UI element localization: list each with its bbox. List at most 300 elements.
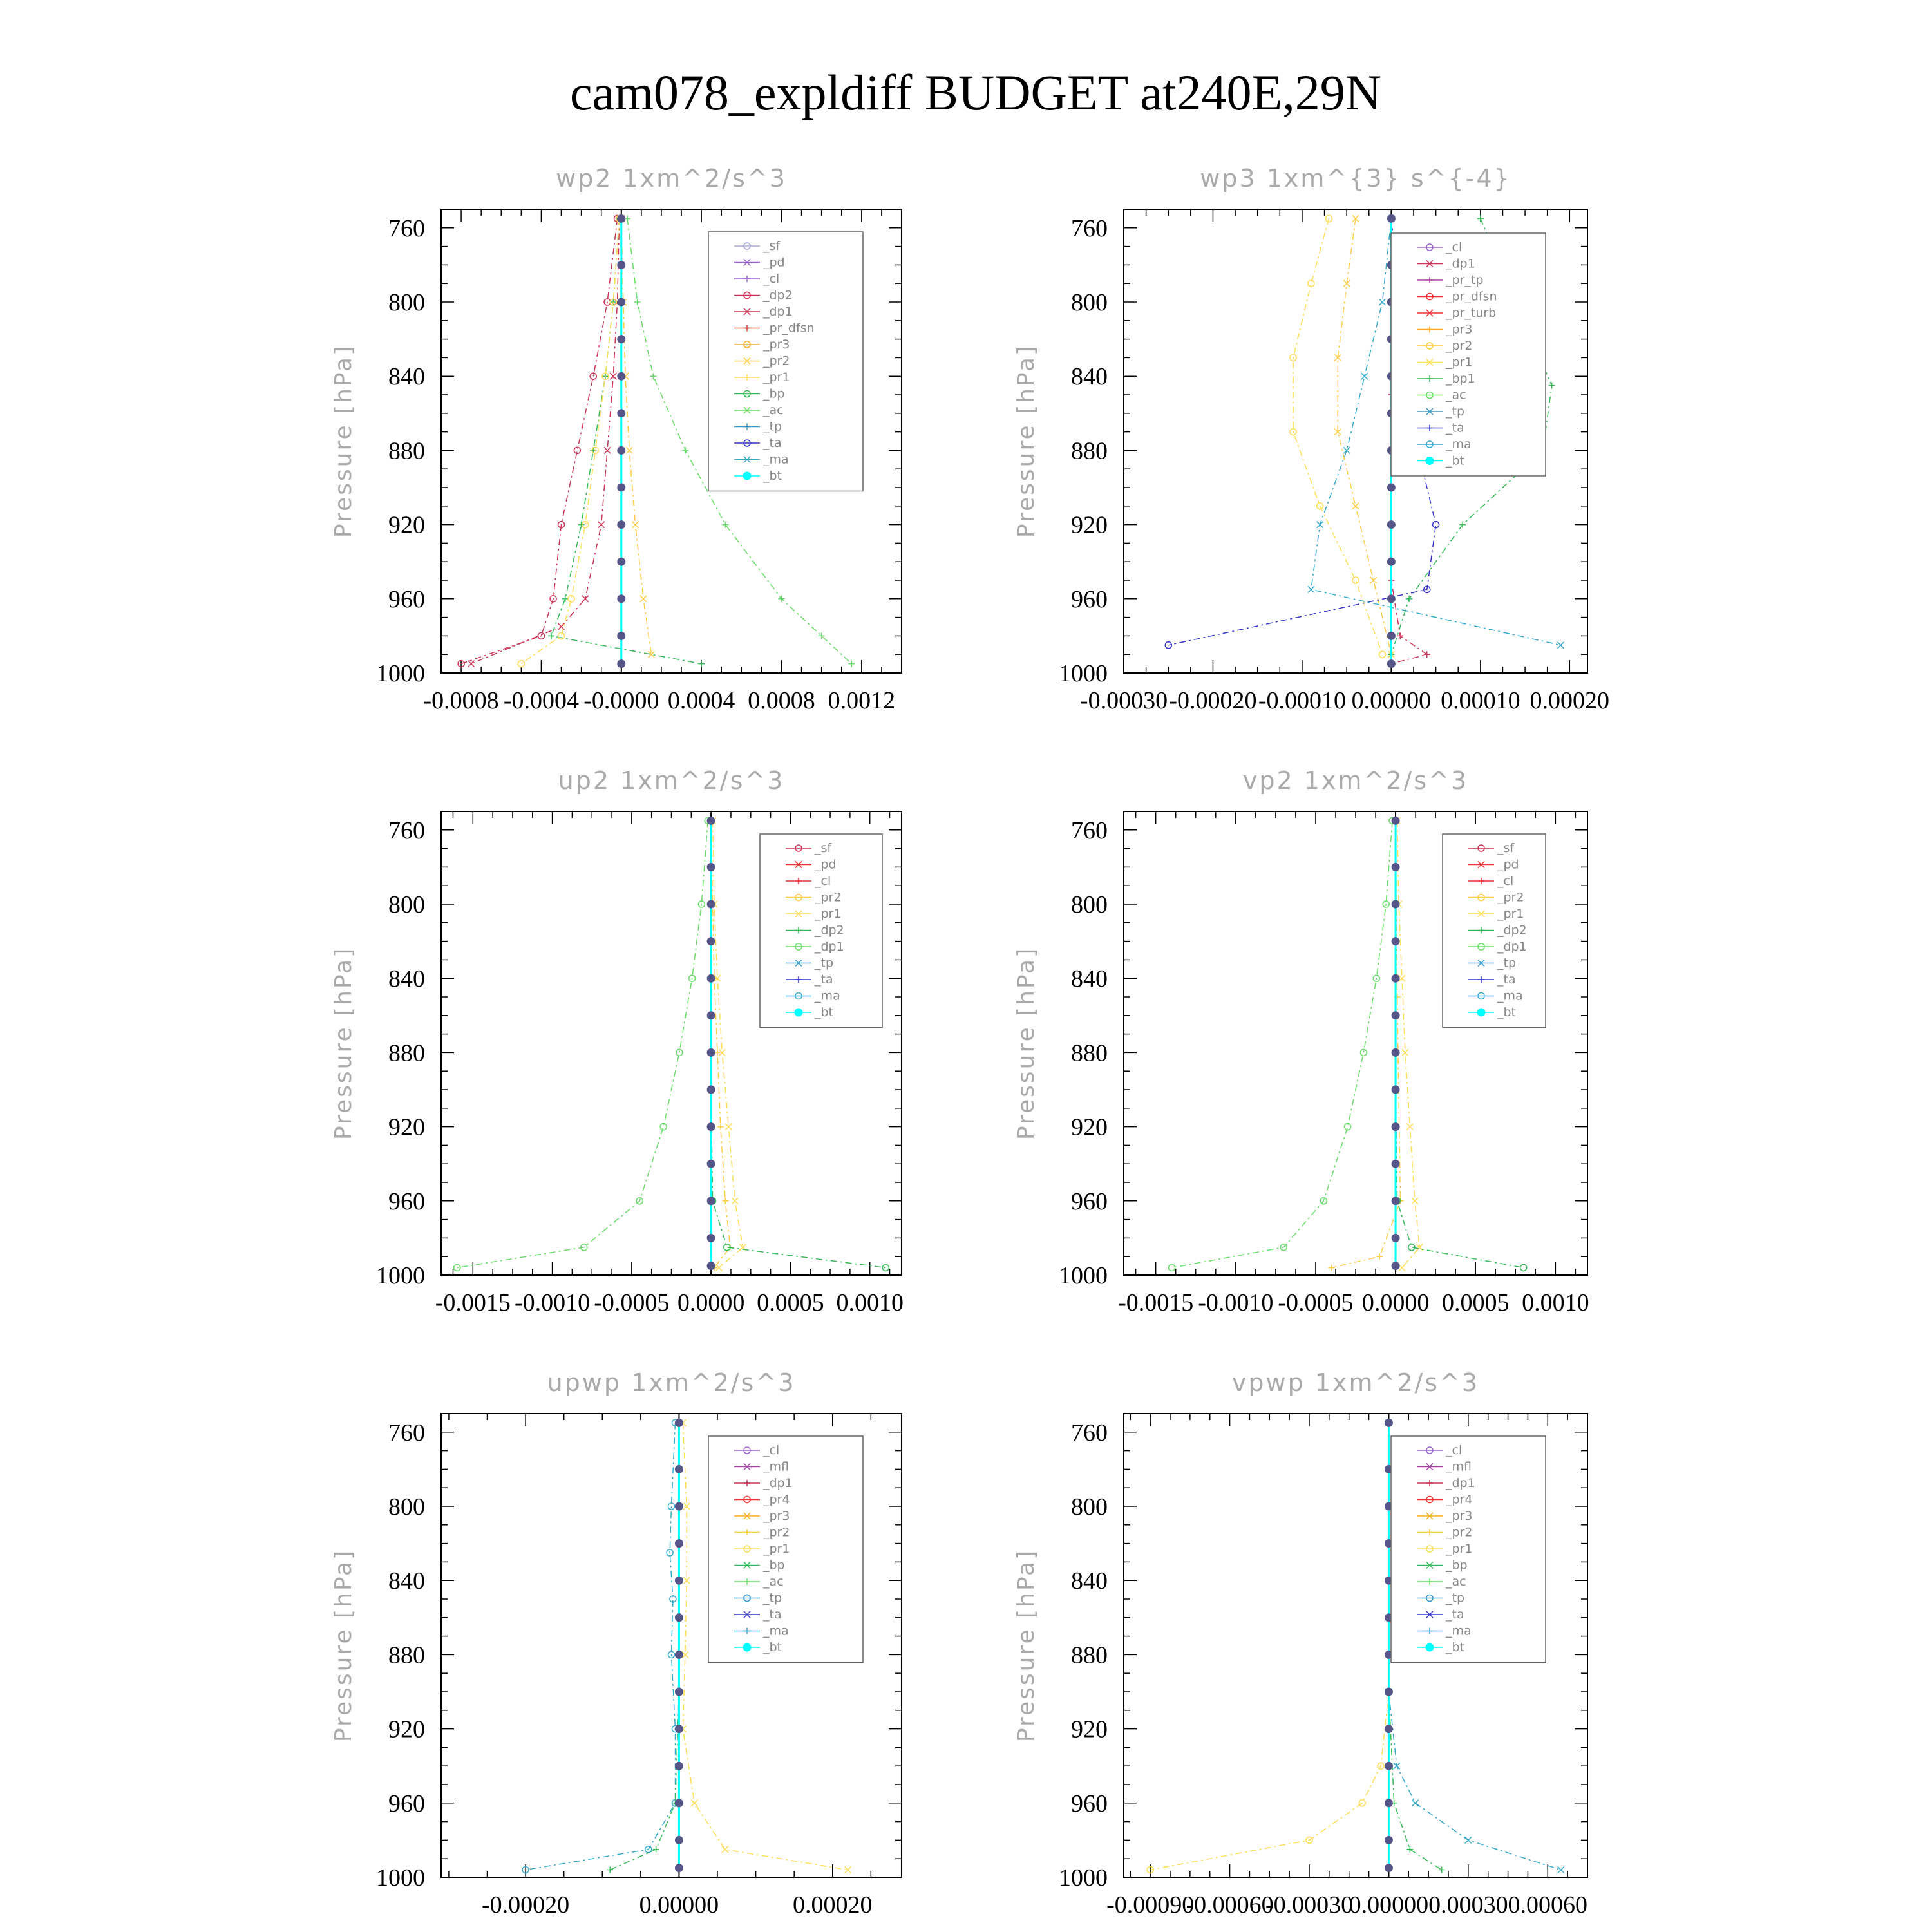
data-point (698, 661, 705, 667)
data-point (717, 1124, 724, 1130)
x-tick-label: 0.00000 (1349, 1891, 1429, 1918)
y-tick-label: 800 (388, 289, 425, 316)
data-point (707, 863, 715, 871)
legend-marker (1426, 1643, 1434, 1651)
panel-4 (1013, 766, 1589, 1316)
legend-entry: _ma (1446, 1624, 1472, 1638)
legend-entry: _tp (1446, 1591, 1465, 1605)
x-tick-label: -0.00020 (1169, 687, 1257, 714)
y-tick-label: 1000 (376, 1262, 425, 1289)
legend-entry: _cl (1446, 240, 1463, 254)
data-point (707, 1160, 715, 1168)
legend-marker (1477, 1009, 1485, 1016)
legend-entry: _pr1 (763, 370, 790, 384)
panel-title: vpwp 1xm^2/s^3 (1231, 1368, 1480, 1397)
data-point (1308, 586, 1314, 592)
legend-entry: _ta (763, 1607, 782, 1622)
x-tick-label: -0.0008 (423, 687, 499, 714)
y-tick-label: 960 (1071, 1790, 1108, 1817)
legend-entry: _dp2 (1497, 923, 1527, 938)
panel-5 (330, 1368, 902, 1918)
y-tick-label: 880 (388, 1642, 425, 1669)
x-tick-label: 0.0012 (828, 687, 896, 714)
data-point (634, 299, 641, 305)
legend-entry: _ma (1497, 989, 1523, 1003)
legend-entry: _tp (815, 956, 834, 971)
legend-entry: _bp (763, 1558, 785, 1573)
data-point (1439, 1866, 1445, 1873)
series-bt (618, 214, 625, 667)
legend-entry: _pr1 (1446, 355, 1473, 370)
panel-2 (1013, 164, 1609, 714)
legend-marker (1426, 457, 1434, 465)
series-line (526, 1423, 675, 1870)
data-point (1392, 938, 1399, 945)
y-tick-label: 920 (1071, 1716, 1108, 1743)
y-tick-label: 880 (1071, 1039, 1108, 1067)
y-tick-label: 800 (388, 1493, 425, 1520)
x-tick-label: 0.00020 (793, 1891, 873, 1918)
x-tick-label: -0.00060 (1186, 1891, 1274, 1918)
x-tick-label: -0.0005 (1278, 1289, 1354, 1316)
data-point (675, 1725, 683, 1733)
data-point (707, 1048, 715, 1056)
series-line (1293, 218, 1382, 654)
data-point (562, 596, 569, 602)
x-tick-label: -0.0010 (515, 1289, 591, 1316)
x-tick-label: 0.0010 (1522, 1289, 1589, 1316)
data-point (618, 298, 625, 306)
data-point (1360, 1049, 1367, 1056)
y-tick-label: 960 (388, 1188, 425, 1215)
legend (708, 232, 863, 491)
data-point (707, 1012, 715, 1019)
data-point (707, 974, 715, 982)
legend-entry: _pr1 (815, 907, 842, 921)
data-point (722, 1846, 728, 1853)
legend-entry: _pr2 (1497, 890, 1524, 905)
data-point (1317, 522, 1323, 528)
data-point (1392, 1160, 1399, 1168)
y-tick-label: 760 (388, 1419, 425, 1446)
data-point (653, 1846, 659, 1853)
data-point (675, 1465, 683, 1473)
y-tick-label: 960 (388, 585, 425, 613)
data-point (675, 1419, 683, 1426)
data-point (1387, 214, 1395, 222)
legend-entry: _pr3 (1446, 322, 1473, 337)
data-point (675, 1651, 683, 1658)
legend-entry: _ac (763, 1575, 784, 1589)
x-tick-label: 0.00060 (1508, 1891, 1588, 1918)
panel-title: vp2 1xm^2/s^3 (1242, 766, 1469, 795)
data-point (675, 1614, 683, 1622)
y-tick-label: 760 (1071, 214, 1108, 242)
data-point (1385, 1419, 1392, 1426)
legend-entry: _bt (815, 1005, 834, 1019)
legend-entry: _dp1 (763, 305, 793, 319)
legend-entry: _dp1 (815, 940, 844, 954)
series-bt (675, 1419, 683, 1871)
legend-entry: _ac (1446, 1575, 1466, 1589)
y-tick-label: 800 (1071, 891, 1108, 918)
data-point (1387, 595, 1395, 603)
y-tick-label: 960 (1071, 1188, 1108, 1215)
data-point (618, 372, 625, 380)
x-tick-label: 0.0004 (667, 687, 735, 714)
data-point (618, 558, 625, 565)
y-axis-label: Pressure [hPa] (1013, 1548, 1039, 1743)
y-tick-label: 840 (388, 965, 425, 993)
legend (760, 834, 882, 1028)
data-point (1392, 1123, 1399, 1131)
y-axis-label: Pressure [hPa] (330, 344, 357, 538)
x-tick-label: 0.0000 (1361, 1289, 1430, 1316)
legend-entry: _ta (1446, 1607, 1464, 1622)
legend-entry: _sf (815, 841, 832, 855)
legend-entry: _pd (1497, 857, 1519, 872)
x-tick-label: -0.0015 (435, 1289, 511, 1316)
series-line (1150, 1423, 1388, 1870)
data-point (1406, 1124, 1413, 1130)
data-point (698, 901, 705, 907)
legend (708, 1436, 863, 1663)
data-point (1385, 1799, 1392, 1807)
data-point (1477, 215, 1484, 222)
legend-entry: _pr_tp (1446, 273, 1484, 287)
data-point (640, 596, 647, 602)
data-point (722, 1198, 728, 1204)
legend-entry: _cl (1497, 874, 1514, 888)
series-line (461, 218, 618, 663)
data-point (848, 661, 855, 667)
y-tick-label: 800 (1071, 289, 1108, 316)
legend-entry: _ma (763, 1624, 789, 1638)
y-tick-label: 1000 (1059, 1864, 1108, 1891)
legend-entry: _sf (1497, 841, 1515, 855)
data-point (607, 1866, 613, 1873)
y-tick-label: 1000 (376, 1864, 425, 1891)
y-tick-label: 880 (1071, 1642, 1108, 1669)
data-point (1392, 817, 1399, 824)
series-pr2 (1334, 215, 1394, 658)
legend-entry: _bt (763, 469, 782, 483)
series-line (610, 1423, 679, 1870)
y-tick-label: 1000 (1059, 660, 1108, 687)
data-point (1359, 1800, 1365, 1806)
legend-entry: _pr4 (763, 1492, 790, 1507)
legend-entry: _pd (763, 255, 785, 270)
series-dp2 (468, 215, 623, 667)
data-point (618, 261, 625, 269)
data-point (1387, 484, 1395, 491)
data-point (1392, 1086, 1399, 1094)
legend-entry: _bp (763, 386, 785, 401)
legend-entry: _pr1 (1497, 907, 1524, 921)
data-point (598, 522, 605, 528)
data-point (675, 1836, 683, 1844)
legend-entry: _cl (763, 272, 780, 286)
data-point (1520, 1264, 1527, 1271)
y-tick-label: 920 (388, 1716, 425, 1743)
data-point (675, 1577, 683, 1584)
legend-entry: _ta (815, 972, 833, 987)
legend-entry: _tp (1446, 404, 1465, 419)
data-point (468, 661, 475, 667)
data-point (1379, 651, 1386, 658)
series-ac (454, 817, 712, 1271)
y-tick-label: 960 (1071, 585, 1108, 613)
series-pr1 (1147, 1419, 1392, 1873)
legend-entry: _bt (763, 1640, 782, 1654)
data-point (732, 1198, 738, 1204)
data-point (1558, 1866, 1564, 1873)
data-point (1392, 1048, 1399, 1056)
data-point (558, 623, 565, 630)
data-point (675, 1540, 683, 1548)
series-pr2 (618, 215, 655, 658)
y-axis-label: Pressure [hPa] (1013, 344, 1039, 538)
data-point (454, 1264, 460, 1271)
x-tick-label: 0.0008 (748, 687, 815, 714)
series-line (1332, 820, 1401, 1267)
data-point (675, 1864, 683, 1872)
data-point (618, 446, 625, 454)
data-point (1385, 1836, 1392, 1844)
figure-title: cam078_expldiff BUDGET at240E,29N (569, 64, 1382, 120)
legend-marker (795, 1009, 802, 1016)
data-point (1383, 901, 1389, 907)
data-point (1361, 373, 1368, 379)
series-bp (548, 215, 705, 667)
series-line (471, 218, 620, 663)
data-point (626, 447, 632, 453)
legend-entry: _ac (763, 403, 784, 417)
x-tick-label: -0.0000 (583, 687, 659, 714)
data-point (683, 1577, 690, 1584)
x-tick-label: 0.00030 (1428, 1891, 1508, 1918)
legend-entry: _pr_dfsn (1446, 289, 1497, 304)
legend-entry: _dp1 (763, 1476, 793, 1490)
y-tick-label: 760 (388, 214, 425, 242)
data-point (1406, 596, 1412, 602)
data-point (707, 1123, 715, 1131)
legend-entry: _pr2 (1446, 339, 1473, 353)
legend-entry: _pr_turb (1446, 306, 1497, 320)
legend-entry: _pd (815, 857, 837, 872)
data-point (1387, 632, 1395, 639)
x-tick-label: 0.00000 (1351, 687, 1432, 714)
data-point (618, 660, 625, 668)
legend-entry: _mfl (1446, 1459, 1472, 1474)
data-point (675, 1502, 683, 1510)
legend-entry: _dp1 (1446, 256, 1475, 271)
x-tick-label: 0.00020 (1530, 687, 1610, 714)
legend-entry: _ma (1446, 437, 1472, 451)
legend-entry: _pr2 (763, 354, 790, 368)
data-point (1465, 1837, 1472, 1843)
legend-entry: _pr4 (1446, 1492, 1473, 1507)
legend-marker (743, 1643, 751, 1651)
x-tick-label: 0.0010 (836, 1289, 904, 1316)
data-point (707, 817, 715, 824)
data-point (618, 410, 625, 417)
legend-entry: _ma (763, 452, 789, 467)
x-tick-label: -0.00030 (1079, 687, 1168, 714)
x-tick-label: -0.0004 (503, 687, 580, 714)
series-ma (522, 1419, 678, 1873)
y-tick-label: 1000 (1059, 1262, 1108, 1289)
x-tick-label: 0.0000 (677, 1289, 745, 1316)
data-point (1392, 863, 1399, 871)
data-point (604, 447, 611, 453)
legend-marker (743, 472, 751, 480)
y-tick-label: 960 (388, 1790, 425, 1817)
legend-entry: _dp2 (763, 288, 793, 303)
y-tick-label: 840 (1071, 1567, 1108, 1595)
data-point (548, 632, 554, 639)
data-point (1379, 299, 1386, 305)
legend-entry: _tp (763, 1591, 782, 1605)
data-point (707, 1197, 715, 1205)
data-point (675, 1799, 683, 1807)
y-axis-label: Pressure [hPa] (330, 1548, 357, 1743)
data-point (660, 1124, 667, 1130)
legend-entry: _tp (763, 419, 782, 434)
legend-entry: _pr3 (763, 1509, 790, 1523)
series-ac (1168, 817, 1396, 1271)
y-tick-label: 880 (1071, 437, 1108, 465)
y-tick-label: 760 (1071, 817, 1108, 844)
data-point (1385, 1864, 1392, 1872)
data-point (1402, 1049, 1408, 1056)
panel-title: upwp 1xm^2/s^3 (547, 1368, 796, 1397)
y-tick-label: 920 (1071, 1113, 1108, 1141)
x-tick-label: -0.00010 (1258, 687, 1347, 714)
y-tick-label: 880 (388, 1039, 425, 1067)
legend-entry: _pr2 (1446, 1525, 1473, 1540)
y-tick-label: 840 (1071, 965, 1108, 993)
data-point (618, 214, 625, 222)
legend-entry: _bp1 (1446, 372, 1475, 386)
legend-entry: _pr_dfsn (763, 321, 815, 336)
panel-title: up2 1xm^2/s^3 (558, 766, 785, 795)
x-tick-label: -0.00020 (482, 1891, 570, 1918)
data-point (1406, 1846, 1413, 1853)
data-point (1385, 1688, 1392, 1696)
legend-entry: _bp (1446, 1558, 1468, 1573)
y-tick-label: 760 (388, 817, 425, 844)
data-point (1329, 1264, 1335, 1271)
data-point (1387, 558, 1395, 565)
data-point (882, 1264, 889, 1271)
legend-entry: _pr1 (1446, 1542, 1473, 1556)
data-point (610, 373, 616, 379)
data-point (1387, 521, 1395, 529)
legend-entry: _pr1 (763, 1542, 790, 1556)
legend-entry: _ta (1446, 421, 1464, 435)
legend (1443, 834, 1546, 1028)
legend-entry: _dp1 (1446, 1476, 1475, 1490)
legend-entry: _mfl (763, 1459, 789, 1474)
data-point (707, 1262, 715, 1270)
legend-entry: _sf (763, 239, 781, 253)
x-tick-label: -0.00090 (1106, 1891, 1195, 1918)
data-point (1352, 503, 1359, 509)
legend-entry: _bt (1497, 1005, 1517, 1019)
data-point (1412, 1198, 1418, 1204)
x-tick-label: 0.0005 (757, 1289, 824, 1316)
data-point (1352, 577, 1359, 583)
x-tick-label: -0.00030 (1265, 1891, 1354, 1918)
legend (1391, 1436, 1546, 1663)
data-point (1385, 1725, 1392, 1733)
x-tick-label: 0.00000 (639, 1891, 719, 1918)
legend-entry: _ac (1446, 388, 1466, 402)
x-tick-label: -0.0010 (1198, 1289, 1274, 1316)
panels (330, 164, 1609, 1918)
y-tick-label: 920 (388, 511, 425, 539)
legend-entry: _ta (1497, 972, 1516, 987)
data-point (618, 484, 625, 491)
data-point (675, 1688, 683, 1696)
data-point (1387, 660, 1395, 668)
series-line (1172, 820, 1393, 1267)
data-point (1376, 1253, 1383, 1260)
data-point (683, 1503, 690, 1510)
data-point (682, 447, 688, 453)
legend-entry: _pr3 (1446, 1509, 1473, 1523)
data-point (691, 1800, 697, 1806)
data-point (618, 632, 625, 639)
legend-entry: _cl (763, 1443, 780, 1457)
legend-entry: _dp2 (815, 923, 844, 938)
data-point (707, 1234, 715, 1242)
y-tick-label: 800 (1071, 1493, 1108, 1520)
data-point (1385, 1762, 1392, 1770)
panel-title: wp2 1xm^2/s^3 (556, 164, 787, 193)
y-axis-label: Pressure [hPa] (330, 946, 357, 1141)
panel-3 (330, 766, 904, 1316)
y-tick-label: 920 (388, 1113, 425, 1141)
data-point (1424, 651, 1430, 658)
data-point (1459, 522, 1466, 528)
legend-entry: _pr3 (763, 337, 790, 352)
panel-title: wp3 1xm^{3} s^{-4} (1200, 164, 1511, 193)
series-bp (607, 1419, 682, 1873)
x-tick-label: 0.00010 (1441, 687, 1520, 714)
data-point (707, 1086, 715, 1094)
panel-1 (330, 164, 902, 714)
x-tick-label: -0.0015 (1118, 1289, 1194, 1316)
data-point (707, 900, 715, 908)
legend-entry: _bt (1446, 453, 1465, 468)
series-line (457, 820, 708, 1267)
panel-6 (1013, 1368, 1587, 1918)
y-tick-label: 760 (1071, 1419, 1108, 1446)
y-tick-label: 920 (1071, 511, 1108, 539)
x-tick-label: -0.0005 (594, 1289, 670, 1316)
y-tick-label: 840 (388, 363, 425, 391)
data-point (1308, 280, 1314, 287)
series-line (621, 218, 652, 654)
data-point (1557, 642, 1564, 649)
legend-entry: _cl (815, 874, 831, 888)
legend-entry: _tp (1497, 956, 1517, 971)
y-tick-label: 840 (388, 1567, 425, 1595)
data-point (668, 1503, 675, 1510)
y-tick-label: 880 (388, 437, 425, 465)
